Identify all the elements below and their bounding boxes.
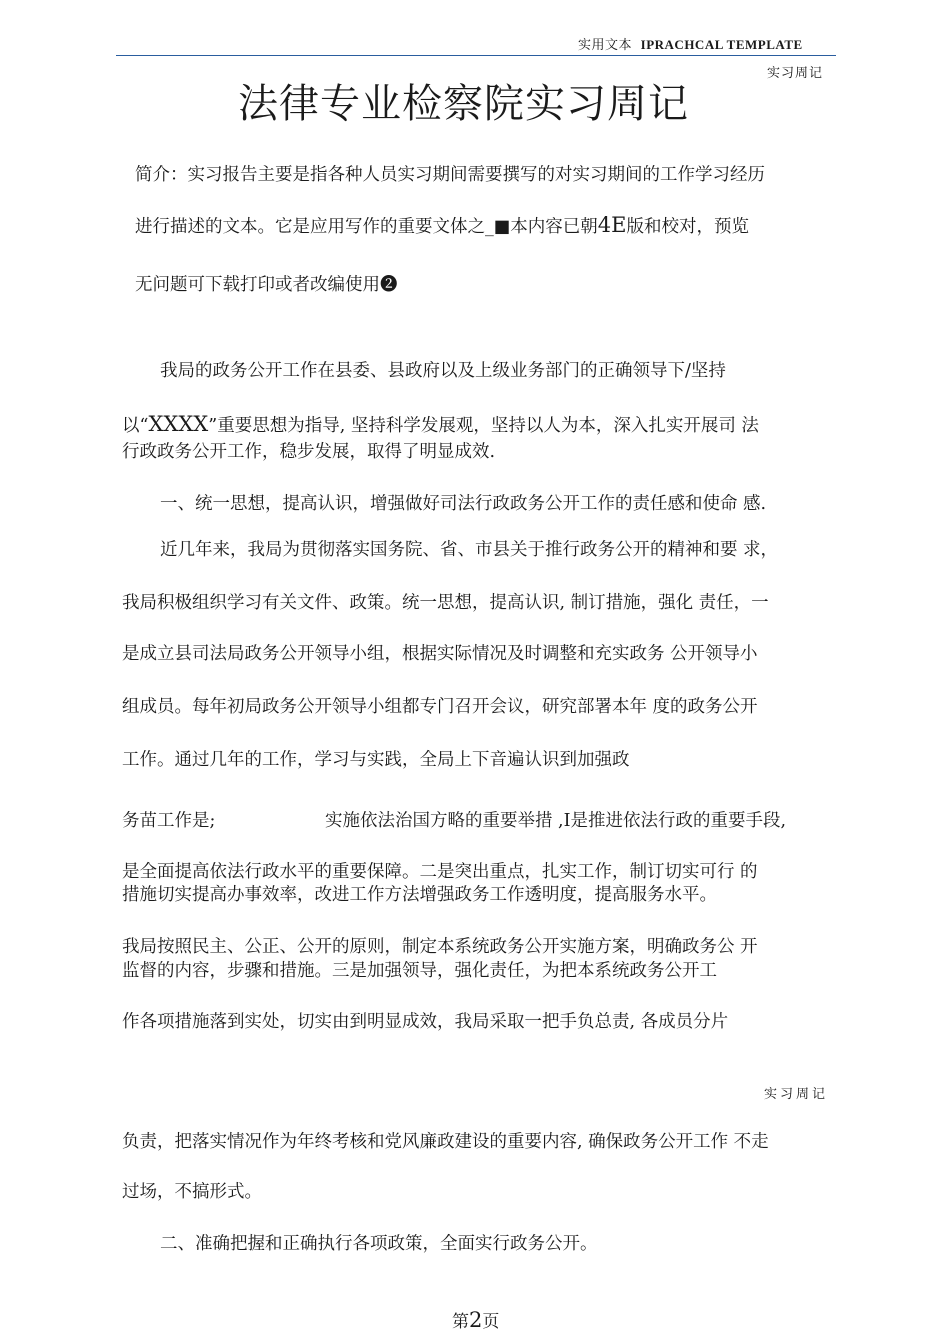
body-line-11: 是全面提高依法行政水平的重要保障。二是突出重点，扎实工作，制订切实可行 的 [122, 862, 758, 882]
body-line-16: 负责，把落实情况作为年终考核和党风廉政建设的重要内容, 确保政务公开工作 不走 [122, 1132, 769, 1152]
intro-line-1: 简介：实习报告主要是指各种人员实习期间需要撰写的对实习期间的工作学习经历 [135, 165, 765, 185]
body-line-02b: XXXX [148, 412, 209, 436]
page-number-prefix: 第 [452, 1312, 469, 1332]
body-line-05: 近几年来，我局为贯彻落实国务院、省、市县关于推行政务公开的精神和要 求， [160, 540, 779, 560]
body-line-10b: 实施依法治国方略的重要举措 ,Ⅰ是推进依法行政的重要手段, [325, 811, 787, 831]
body-line-04: 一、统一思想，提高认识，增强做好司法行政政务公开工作的责任感和使命 感. [160, 494, 767, 514]
body-line-07: 是成立县司法局政务公开领导小组，根据实际情况及时调整和充实政务 公开领导小 [122, 644, 758, 664]
body-line-12: 措施切实提高办事效率，改进工作方法增强政务工作透明度，提高服务水平。 [122, 885, 717, 905]
body-line-09: 工作。通过几年的工作，学习与实践，全局上下音遍认识到加强政 [122, 750, 630, 770]
intro-line-3: 无问题可下载打印或者改编使用❷ [135, 275, 398, 295]
intro-line-2a: 进行描述的文本。它是应用写作的重要文体之_■本内容已朝 [135, 217, 598, 237]
body-line-18: 二、准确把握和正确执行各项政策，全面实行政务公开。 [160, 1234, 598, 1254]
page-number [452, 1307, 499, 1332]
running-title-top: 实习周记 [767, 66, 824, 81]
body-line-14: 监督的内容，步骤和措施。三是加强领导，强化责任，为把本系统政务公开工 [122, 961, 717, 981]
body-line-02c: ”重要思想为指导, 坚持科学发展观，坚持以人为本，深入扎实开展司 法 [208, 416, 759, 436]
intro-line-2 [135, 213, 749, 238]
body-line-01: 我局的政务公开工作在县委、县政府以及上级业务部门的正确领导下/坚持 [160, 361, 726, 381]
header-label-cn: 实用文本 [578, 38, 633, 53]
body-line-06: 我局积极组织学习有关文件、政策。统一思想，提高认识, 制订措施，强化 责任，一 [122, 593, 769, 613]
page-number-suffix: 页 [482, 1312, 500, 1332]
intro-line-2c: 版和校对，预览 [626, 217, 749, 237]
body-line-13: 我局按照民主、公正、公开的原则，制定本系统政务公开实施方案，明确政务公 开 [122, 937, 758, 957]
body-line-17: 过场，不搞形式。 [122, 1182, 262, 1202]
intro-line-2b: 4E [597, 213, 627, 237]
body-line-15: 作各项措施落到实处，切实由到明显成效，我局采取一把手负总责, 各成员分片 [122, 1012, 729, 1032]
body-line-08: 组成员。每年初局政务公开领导小组都专门召开会议，研究部署本年 度的政务公开 [122, 697, 758, 717]
page-title: 法律专业检察院实习周记 [238, 81, 689, 127]
header-label [578, 34, 803, 53]
body-line-10a: 务苗工作是; [122, 811, 216, 831]
header-label-en: IPRACHCAL TEMPLATE [640, 37, 803, 52]
page-number-value: 2 [469, 1308, 483, 1332]
running-title-bottom: 实习周记 [764, 1087, 829, 1102]
body-line-03: 行政政务公开工作，稳步发展，取得了明显成效. [122, 442, 496, 462]
header-rule [116, 55, 836, 56]
body-line-02 [122, 412, 759, 437]
body-line-02a: 以“ [122, 416, 149, 436]
